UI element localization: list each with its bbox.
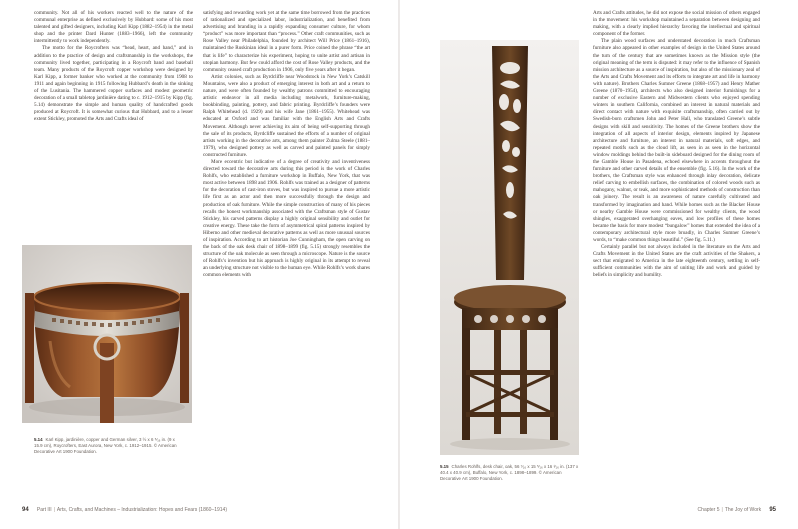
figure-number: 5.14 [34, 437, 43, 442]
page-number: 94 [22, 507, 29, 513]
desk-chair-illustration [440, 40, 579, 455]
book-gutter [398, 0, 400, 529]
figure-caption-5-15 [440, 464, 580, 482]
right-page-column [593, 10, 760, 510]
left-page-column-2 [203, 10, 370, 505]
running-head-title: The Joy of Work [724, 507, 762, 513]
figure-number: 5.15 [440, 464, 449, 469]
paragraph: The motto for the Roycrofters was “head, heart, and hand,” and in addition to the practice of design and craftsmanship in the workshops, the community lived together, participating in a Roycroft band and baseball team. Many products of the Roycroft copper workshop were designed by Karl Kipp, a former banker who worked at the community from 1908 to 1911 and again beginning in 1915 following Hubbard’s death in the sinking of the Lusitania. The hammered copper surfaces and modest geometric decoration of a small tabletop jardinière dating to c. 1912–1915 by Kipp (fig. 5.14) demonstrate the simple and human quality of handcrafted goods produced at Roycroft. It is somewhat curious that Hubbard, and to a lesser extent Stickley, promoted the Arts and Crafts ideal of [34, 45, 193, 123]
jardiniere-illustration [22, 245, 192, 423]
right-page-footer: Chapter 5 | The Joy of Work 95 [697, 507, 776, 513]
paragraph: Arts and Crafts attitudes, he did not expose the social mission of others engaged in the movement: his workshop maintained a separation between designing and making, with a clearly implied hierarchy favoring the intellectual and spiritual component of the former. [593, 10, 760, 38]
page-number: 95 [769, 507, 776, 513]
running-head-part: Part III [36, 507, 52, 513]
paragraph: More eccentric but indicative of a degree of creativity and inventiveness directed toward the decorative arts during this period is the work of Charles Rohlfs, who established a furniture workshop in Buffalo, New York, that was most active between 1898 and 1906. Rohlfs was trained as a designer of patterns for the decoration of cast-iron stoves, but was inspired to pursue a more artistic life first as an actor and then more successfully through the design and production of oak furniture. While the simple construction of many of his pieces recalls the honest workmanship associated with the Craftsman style of Gustav Stickley, his carved patterns display a highly original sensibility and outlet for creative energy. These take the form of asymmetrical spiral patterns inspired by Hiberno and other medieval decorative patterns as well as more unusual sources of inspiration. According to art historian Joe Cunningham, the open carving on the back of the oak desk chair of 1898–1899 (fig. 5.15) strongly resembles the structure of the oak molecule as seen through a microscope. Nature is the source of Rohlfs’s invention but his approach is highly original in its attempt to reveal an underlying structure not visible to the human eye. While Rohlfs’s work shares common elements with [203, 158, 370, 279]
running-head-chapter: Chapter 5 [697, 507, 720, 513]
paragraph: community. Not all of his workers reacted well to the nature of the communal enterprise as defined exclusively by Hubbard: some of his most talented and gifted designers, including Karl Kipp (1882–1954) in the metal shop and the printer Dard Hunter (1883–1966), left the community intermittently to work independently. [34, 10, 193, 45]
paragraph: Certainly parallel but not always included in the literature on the Arts and Crafts Movement in the United States are the craft activities of the Shakers, a sect that emigrated to America in the late eighteenth century, settling in self-sufficient communities with the aim of uniting life and work and guided by beliefs in simplicity and humility. [593, 244, 760, 279]
caption-text: Charles Rohlfs, desk chair, oak, 56 ⁷⁄₁₆ x 15 ⁵⁄₁₆ x 16 ¹⁄₁₆ in. (137 x 40.4 x 40.9 cm), Buffalo, New York, c. 1898–1899. © American Decorative Art 1900 Foundation. [440, 464, 579, 481]
left-page-column-1 [34, 10, 193, 242]
left-page-footer: 94 Part III | Arts, Crafts, and Machines – Industrialization: Hopes and Fears (1860–1914) [22, 507, 227, 513]
paragraph: satisfying and rewarding work yet at the same time borrowed from the practices of rationalized and specialized labor, industrialization, and benefited from advertising and branding in a rapidly expanding consumer culture, for whom “product” was more important than “process.” Other craft communities, such as Rose Valley near Philadelphia, founded by architect Will Price (1861–1916), maintained the Ruskinian ideal in a purer form. Price coined the phrase “the art that is life” to characterize his experiment, hoping to unite artist and artisan in utopian harmony. But few could afford the cost of Rose Valley products, and the community ceased craft production in 1906, only five years after it began. [203, 10, 370, 73]
jardiniere-photo [22, 245, 192, 423]
paragraph: The plain wood surfaces and understated decoration in much Craftsman furniture also appeared in other examples of design in the United States around the turn of the century that are sometimes known as the Mission style (the original meaning of the term is disputed: it may refer to the influence of Spanish mission architecture as a source of inspiration, but also of the missionary zeal of the Arts and Crafts Movement and its efforts to integrate art and life in harmony with nature). Brothers Charles Sumner Greene (1868–1957) and Henry Mather Greene (1870–1954), architects who also designed interior furnishings for a number of exclusive Eastern and Midwestern clients who enjoyed spending winters in southern California, combined an interest in natural materials and direct contact with nature with exquisite craftsmanship, often carried out by Swedish-born craftsmen John and Peter Hall, who translated Greene’s subtle designs with skill and sensitivity. The homes of the Greene brothers show the integration of all aspects of interior design, elements inspired by Japanese architecture and furniture, an interest in natural materials, soft edges, and repeated motifs such as the cloud lift, as seen in as seen in the horizontal window moldings behind the built-in sideboard designed for the dining room of the Gamble House in Pasadena, echoed elsewhere in accents throughout the furniture and other carved details of the ensemble (fig. 5.16). In the work of the brothers, the Craftsman style was enhanced through inlay decoration, delicate relief carving to embellish surfaces, the combination of colored woods such as mahogany, walnut, or teak, and more sophisticated methods of construction than oak joinery. The result is an awareness of nature carefully cultivated and transformed by imagination and hand. While homes such as the Blacker House or nearby Gamble House were commissioned for wealthy clients, the wood shingles, exaggerated overhanging eaves, and low profiles of these homes became the basis for more modest “bungalow” homes that extended the idea of a contemporary architectural style more broadly, in Charles Sumner Greene’s words, to “make common things beautiful.” (See fig. 5.11.) [593, 38, 760, 243]
desk-chair-photo [440, 40, 579, 455]
running-head-section: Arts, Crafts, and Machines – Industrialization: Hopes and Fears (1860–1914) [56, 507, 227, 513]
caption-text: Karl Kipp, jardinière, copper and German silver, 3 ½ x 6 ⁵⁄₁₆ in. (9 x 15.9 cm), Roycrofters, East Aurora, New York, c. 1912–1915. © American Decorative Art 1900 Foundation. [34, 437, 177, 454]
paragraph: Artist colonies, such as Byrdcliffe near Woodstock in New York’s Catskill Mountains, were also a product of emerging interest in both art and a return to nature, and were often founded by wealthy patrons committed to encouraging artistic endeavor in all media including metalwork, furniture-making, bookbinding, painting, pottery, and fabric printing. Byrdcliffe’s founders were Ralph Whitehead (d. 1929) and his wife Jane (1861–1955). Whitehead was educated at Oxford and was familiar with the English Arts and Crafts Movement. Although never achieving its aim of being self-supporting through the sale of its products, Byrdcliffe sustained the efforts of a number of original artists working in the decorative arts, among them painter Zulma Steele (1881–1979), who designed pottery as well as carved and painted panels for simply constructed furniture. [203, 73, 370, 158]
figure-caption-5-14 [34, 437, 184, 455]
